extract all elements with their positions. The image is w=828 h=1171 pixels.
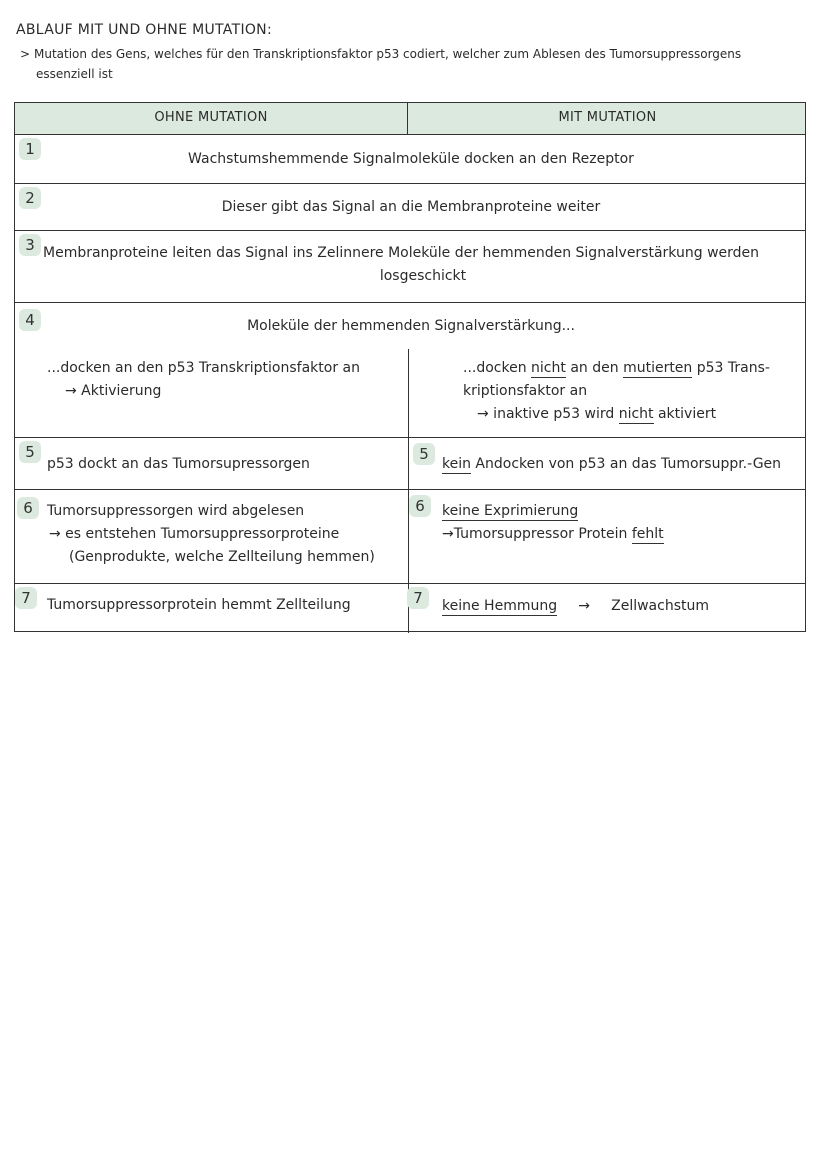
page-title: ABLAUF MIT UND OHNE MUTATION: <box>16 22 272 38</box>
row-7-left-text: Tumorsuppressorprotein hemmt Zellteilung <box>47 597 351 613</box>
row-divider <box>15 437 805 438</box>
row-5-right-text: kein Andocken von p53 an das Tumorsuppr.-Gen <box>442 456 782 472</box>
underlined-keine-hemmung: keine Hemmung <box>442 598 558 614</box>
comparison-table <box>14 102 806 632</box>
row-4-right <box>463 357 803 426</box>
row-7-right-text: keine Hemmung → Zellwachstum <box>442 595 804 618</box>
row-3-line-2: losgeschickt <box>379 268 467 284</box>
row-4-right-line-3: → inaktive p53 wird nicht aktiviert <box>477 406 717 422</box>
step-number-badge: 3 <box>19 234 41 256</box>
step-number-badge: 2 <box>19 187 41 209</box>
row-6-right-line-2: →Tumorsuppressor Protein fehlt <box>442 526 664 542</box>
row-4-left-line-2: → Aktivierung <box>65 383 162 399</box>
column-divider <box>408 349 409 437</box>
step-number-badge: 6 <box>409 495 431 517</box>
row-4-left-line-1: ...docken an den p53 Transkriptionsfaktor an <box>47 360 360 376</box>
step-number-badge: 7 <box>407 587 429 609</box>
row-6-left-line-1: Tumorsuppressorgen wird abgelesen <box>47 503 305 519</box>
row-3-text <box>43 242 803 288</box>
step-number-badge: 7 <box>15 587 37 609</box>
intro-text <box>20 44 810 84</box>
row-5-left-text: p53 dockt an das Tumorsupressorgen <box>47 456 310 472</box>
intro-line-1: Mutation des Gens, welches für den Transkriptionsfaktor p53 codiert, welcher zum Ablesen des Tumorsuppressorgens <box>34 47 742 61</box>
column-divider <box>407 103 408 134</box>
row-divider <box>15 302 805 303</box>
row-divider <box>15 583 805 584</box>
row-divider <box>15 489 805 490</box>
intro-line-2: essenziell ist <box>36 67 113 81</box>
row-divider <box>15 134 805 135</box>
row-4-right-line-2: kriptionsfaktor an <box>463 383 588 399</box>
underlined-mutierten: mutierten <box>623 360 693 376</box>
arrow-right-icon: → <box>578 598 590 614</box>
underlined-fehlt: fehlt <box>631 526 664 542</box>
row-1-text: Wachstumshemmende Signalmoleküle docken an den Rezeptor <box>188 151 634 167</box>
step-number-badge: 1 <box>19 138 41 160</box>
step-number-badge: 6 <box>17 497 39 519</box>
row-2-text: Dieser gibt das Signal an die Membranproteine weiter <box>221 199 601 215</box>
step-number-badge: 5 <box>413 443 435 465</box>
header-ohne-mutation: OHNE MUTATION <box>154 110 268 125</box>
underlined-kein: kein <box>442 456 471 472</box>
step-number-badge: 5 <box>19 441 41 463</box>
row-divider <box>15 230 805 231</box>
row-6-left-line-3: (Genprodukte, welche Zellteilung hemmen) <box>69 549 375 565</box>
underlined-nicht: nicht <box>531 360 566 376</box>
intro-marker: > <box>20 47 31 61</box>
row-divider <box>15 183 805 184</box>
underlined-nicht: nicht <box>618 406 654 422</box>
row-6-left <box>47 500 402 569</box>
row-4-heading: Moleküle der hemmenden Signalverstärkung... <box>247 318 575 334</box>
row-6-right <box>442 500 804 546</box>
step-number-badge: 4 <box>19 309 41 331</box>
row-4-left <box>47 357 402 403</box>
row-6-left-line-2: → es entstehen Tumorsuppressorproteine <box>49 526 340 542</box>
row-6-right-line-1: keine Exprimierung <box>442 503 579 519</box>
row-3-line-1: Membranproteine leiten das Signal ins Zelinnere Moleküle der hemmenden Signalverstärkung werden <box>43 245 760 261</box>
header-mit-mutation: MIT MUTATION <box>558 110 657 125</box>
row-4-right-line-1: ...docken nicht an den mutierten p53 Trans- <box>463 360 770 376</box>
